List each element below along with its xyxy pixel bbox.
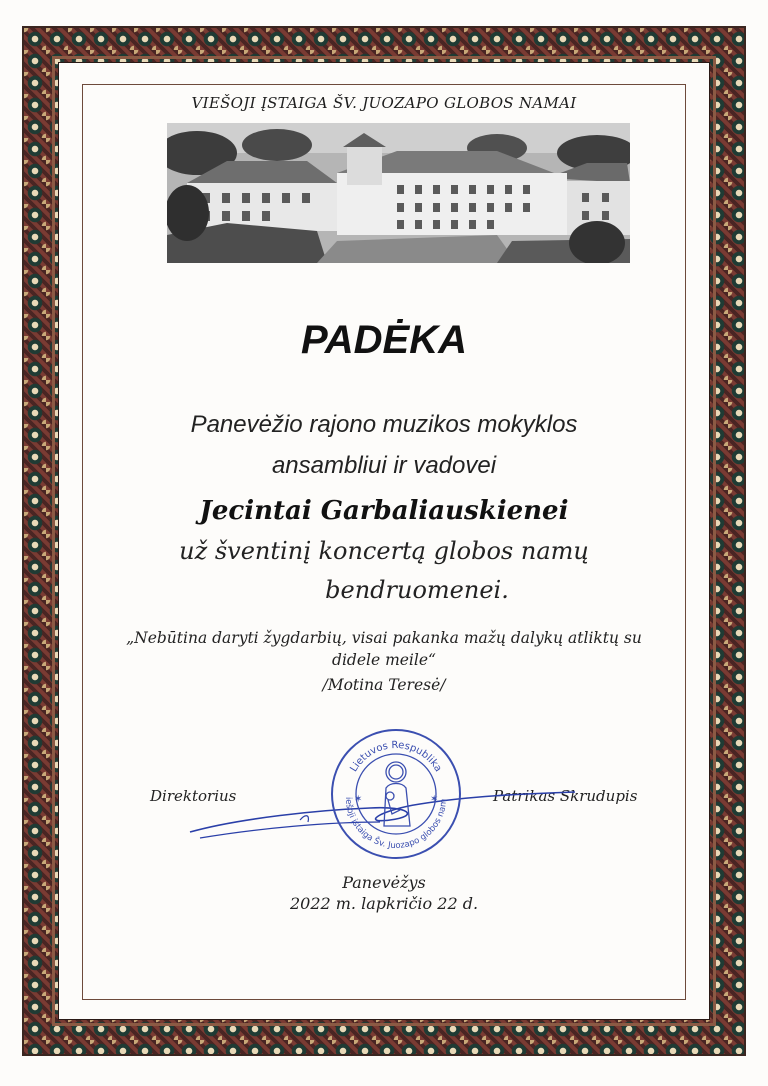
institution-name: VIEŠOJI ĮSTAIGA ŠV. JUOZAPO GLOBOS NAMAI [191,94,577,112]
quote-text: „Nebūtina daryti žygdarbių, visai pakanka mažų dalykų atliktų su didele meile“ [126,629,642,669]
official-seal [328,726,464,862]
saint-figure-icon [384,762,410,826]
seal-star-icon: ✶ [430,794,439,805]
quote-author: /Motina Teresė/ [322,676,446,694]
issue-date: 2022 m. lapkričio 22 d. [289,894,479,913]
signatory-name: Patrikas Skrudupis [493,787,638,805]
seal-bottom-text: iešoji įstaiga Šv. Juozapo globos nam [342,797,450,852]
text-line-ensemble: ansambliui ir vadovei [271,452,497,479]
text-line-reason: už šventinį koncertą globos namų [179,537,589,565]
text-line-school: Panevėžio rajono muzikos mokyklos [190,411,578,438]
seal-top-text: Lietuvos Respublika [348,739,444,774]
seal-star-icon: ✶ [354,794,363,805]
certificate-title: PADĖKA [301,318,467,362]
issue-place: Panevėžys [342,873,426,892]
recipient-name: Jecintai Garbaliauskienei [199,496,569,526]
svg-text:Lietuvos Respublika [348,740,443,774]
text-line-community: bendruomenei. [325,576,509,604]
signatory-title: Direktorius [150,787,237,805]
building-photo [167,123,630,263]
